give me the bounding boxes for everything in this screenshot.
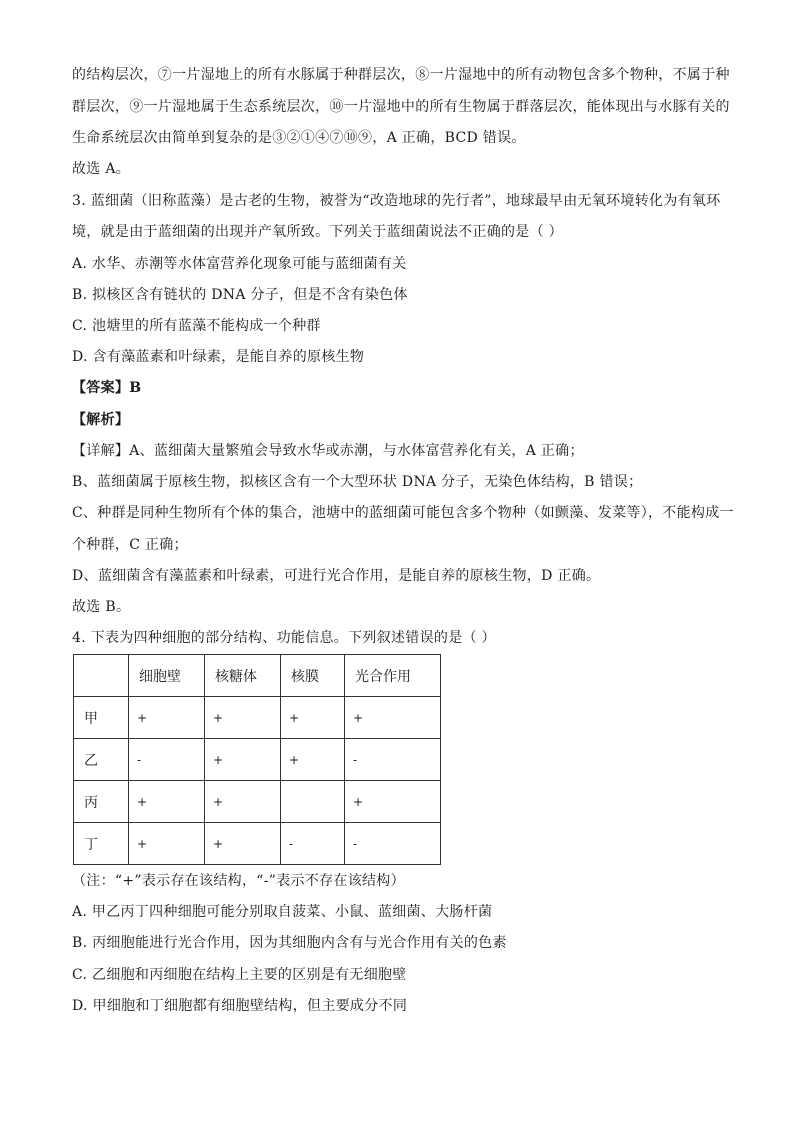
q3-detail-line-1: 【详解】A、蓝细菌大量繁殖会导致水华或赤潮，与水体富营养化有关，A 正确； xyxy=(72,443,584,459)
q4-option-a: A. 甲乙丙丁四种细胞可能分别取自菠菜、小鼠、蓝细菌、大肠杆菌 xyxy=(72,904,493,920)
table-cell: - xyxy=(129,739,205,781)
table-cell: + xyxy=(205,739,281,781)
q3-detail-line-2: B、蓝细菌属于原核生物，拟核区含有一个大型环状 DNA 分子，无染色体结构，B 错误； xyxy=(72,474,643,490)
table-cell: + xyxy=(129,823,205,865)
q4-option-c: C. 乙细胞和丙细胞在结构上主要的区别是有无细胞壁 xyxy=(72,967,407,983)
q4-option-b: B. 丙细胞能进行光合作用，因为其细胞内含有与光合作用有关的色素 xyxy=(72,935,507,951)
q2-analysis-line-2: 群层次，⑨一片湿地属于生态系统层次，⑩一片湿地中的所有生物属于群落层次，能体现出与水豚有关的 xyxy=(72,99,730,115)
table-cell: + xyxy=(205,823,281,865)
q3-stem-line-2: 境，就是由于蓝细菌的出现并产氧所致。下列关于蓝细菌说法不正确的是（ ） xyxy=(72,224,563,240)
q3-conclusion: 故选 B。 xyxy=(72,599,131,615)
table-cell: + xyxy=(205,697,281,739)
table-cell: + xyxy=(281,697,345,739)
table-cell: - xyxy=(281,823,345,865)
table-header-cell: 核糖体 xyxy=(205,655,281,697)
table-header-row xyxy=(74,655,441,697)
row-label-cell: 丁 xyxy=(74,823,129,865)
q3-stem-line-1: 3. 蓝细菌（旧称蓝藻）是古老的生物，被誉为“改造地球的先行者”，地球最早由无氧环境转化为有氧环 xyxy=(72,193,721,209)
table-header-cell: 光合作用 xyxy=(345,655,441,697)
table-cell: + xyxy=(345,697,441,739)
q4-option-d: D. 甲细胞和丁细胞都有细胞壁结构，但主要成分不同 xyxy=(72,998,408,1014)
table-row xyxy=(74,739,441,781)
q2-analysis-line-1: 的结构层次，⑦一片湿地上的所有水豚属于种群层次，⑧一片湿地中的所有动物包含多个物种，不属于种 xyxy=(72,67,730,83)
q3-detail-line-3: C、种群是同种生物所有个体的集合，池塘中的蓝细菌可能包含多个物种（如颤藻、发菜等），不能构成一 xyxy=(72,505,734,521)
table-header-cell xyxy=(74,655,129,697)
cell-structure-table xyxy=(73,654,441,865)
q3-detail-line-5: D、蓝细菌含有藻蓝素和叶绿素，可进行光合作用，是能自养的原核生物，D 正确。 xyxy=(72,568,601,584)
table-cell: + xyxy=(281,739,345,781)
table-row xyxy=(74,697,441,739)
row-label-cell: 甲 xyxy=(74,697,129,739)
table-header-cell: 核膜 xyxy=(281,655,345,697)
table-row xyxy=(74,823,441,865)
q3-option-b: B. 拟核区含有链状的 DNA 分子，但是不含有染色体 xyxy=(72,287,408,303)
table-header-cell: 细胞壁 xyxy=(129,655,205,697)
q3-detail-line-4: 个种群，C 正确； xyxy=(72,537,188,553)
q3-option-c: C. 池塘里的所有蓝藻不能构成一个种群 xyxy=(72,318,321,334)
table-cell: + xyxy=(129,697,205,739)
q3-answer: 【答案】B xyxy=(72,380,142,396)
q2-conclusion: 故选 A。 xyxy=(72,161,131,177)
table-cell: + xyxy=(129,781,205,823)
table-cell: - xyxy=(345,739,441,781)
row-label-cell: 乙 xyxy=(74,739,129,781)
table-cell: - xyxy=(345,823,441,865)
table-cell xyxy=(281,781,345,823)
row-label-cell: 丙 xyxy=(74,781,129,823)
table-cell: + xyxy=(345,781,441,823)
q4-table-note: （注：“+”表示存在该结构，“-”表示不存在该结构） xyxy=(72,873,405,889)
q3-option-d: D. 含有藻蓝素和叶绿素，是能自养的原核生物 xyxy=(72,349,365,365)
q3-analysis-label: 【解析】 xyxy=(72,412,130,428)
q3-option-a: A. 水华、赤潮等水体富营养化现象可能与蓝细菌有关 xyxy=(72,256,407,272)
q2-analysis-line-3: 生命系统层次由简单到复杂的是③②①④⑦⑩⑨，A 正确，BCD 错误。 xyxy=(72,130,526,146)
q4-stem: 4. 下表为四种细胞的部分结构、功能信息。下列叙述错误的是（ ） xyxy=(72,630,496,646)
table-row xyxy=(74,781,441,823)
table-cell: + xyxy=(205,781,281,823)
